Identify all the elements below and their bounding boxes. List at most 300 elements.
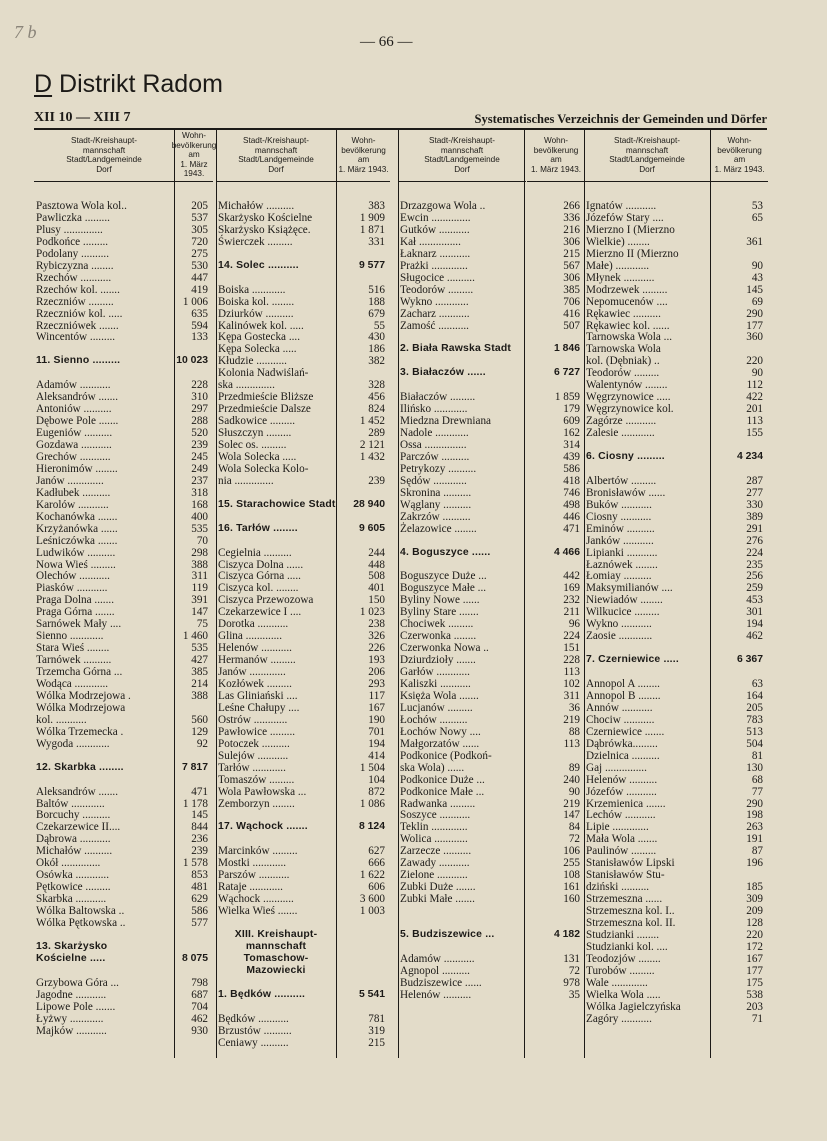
list-item <box>586 809 765 821</box>
list-item <box>36 439 210 451</box>
section-title: mannschaft <box>245 940 307 952</box>
place-name: Sienno ............ <box>36 630 104 643</box>
list-item <box>400 893 582 905</box>
place-name: Walentynów ........ <box>586 379 668 392</box>
place-name: Łochów .......... <box>400 713 468 726</box>
list-item <box>586 642 765 654</box>
section-title: 2. Biała Rawska Stadt <box>400 343 512 355</box>
list-item <box>586 666 765 678</box>
place-name: Helenów ........... <box>218 642 292 655</box>
population-value: 930 <box>191 1024 208 1037</box>
list-item <box>586 905 765 917</box>
population-value: 1 578 <box>182 857 208 870</box>
section-population: 6 727 <box>553 367 580 379</box>
place-name: Zagóry ........... <box>586 1012 652 1025</box>
population-value: 306 <box>563 235 580 248</box>
place-name: Borcuchy .......... <box>36 809 111 822</box>
list-item <box>586 606 765 618</box>
population-value: 239 <box>191 439 208 451</box>
list-item <box>36 260 210 272</box>
place-name: kol. ........... <box>36 713 87 726</box>
header-rule <box>34 108 767 130</box>
population-value: 306 <box>563 271 580 284</box>
list-item <box>218 403 387 415</box>
place-name: Podolany .......... <box>36 247 110 260</box>
list-item <box>586 272 765 284</box>
list-item <box>218 798 387 810</box>
list-item <box>36 714 210 726</box>
section-heading-row <box>586 654 765 666</box>
list-item <box>218 750 387 762</box>
place-name: Wola Solecka Kolo- <box>218 462 309 475</box>
place-name: Łochów Nowy .... <box>400 725 481 738</box>
section-population: 9 605 <box>358 522 385 534</box>
population-value: 112 <box>746 379 763 392</box>
list-item <box>586 559 765 571</box>
list-item <box>400 284 582 296</box>
place-name: Wólka Jagielczyńska <box>586 1000 681 1013</box>
place-name: Przedmieście Bliższe <box>218 391 314 404</box>
list-item <box>400 379 582 391</box>
section-heading-row <box>400 547 582 559</box>
place-name: Rzechów kol. ....... <box>36 283 120 296</box>
list-item <box>36 618 210 630</box>
population-value: 781 <box>368 1012 385 1025</box>
place-name: Małgorzatów ...... <box>400 737 480 750</box>
place-name: Las Gliniański .... <box>218 689 298 702</box>
place-name: Krzyżanówka ...... <box>36 522 118 535</box>
list-item <box>218 415 387 427</box>
list-item <box>36 905 210 917</box>
place-name: Tarnówek .......... <box>36 654 112 667</box>
list-item <box>400 690 582 702</box>
place-name: Potoczek .......... <box>218 737 290 750</box>
list-item <box>218 212 387 224</box>
population-value: 275 <box>191 247 208 260</box>
place-name: Prażki ............. <box>400 259 468 272</box>
population-value: 383 <box>368 200 385 212</box>
place-name: Leśniczówka ....... <box>36 534 118 547</box>
population-value: 1 504 <box>359 761 385 774</box>
population-value: 1 432 <box>359 450 385 463</box>
list-item <box>586 738 765 750</box>
population-value: 388 <box>191 689 208 702</box>
population-value: 145 <box>191 809 208 822</box>
section-heading-row <box>586 451 765 463</box>
place-name: Eugeniów .......... <box>36 427 113 440</box>
place-name: Rękawiec kol. ...... <box>586 319 670 332</box>
place-name: Kadłubek .......... <box>36 486 111 499</box>
section-title: 12. Skarbka ........ <box>36 761 124 773</box>
list-item <box>218 690 387 702</box>
section-title: Tomaschow- <box>243 952 309 964</box>
population-value: 635 <box>191 307 208 320</box>
place-name: Trzemcha Górna ... <box>36 666 123 679</box>
population-value: 145 <box>746 283 763 296</box>
list-item <box>36 284 210 296</box>
population-value: 746 <box>563 486 580 499</box>
place-name: Będków ........... <box>218 1012 289 1025</box>
population-value: 55 <box>373 319 385 332</box>
population-value: 508 <box>368 570 385 583</box>
list-item <box>400 881 582 893</box>
population-value: 215 <box>563 247 580 260</box>
list-item <box>218 714 387 726</box>
list-item <box>36 893 210 905</box>
list-item <box>36 666 210 678</box>
place-name: Słuszczyn ......... <box>218 427 292 440</box>
place-name: Piasków ........... <box>36 582 108 595</box>
population-value: 236 <box>191 833 208 846</box>
place-name: Wielkie) ........ <box>586 235 650 248</box>
place-name: Skarżysko Książęce. <box>218 223 311 236</box>
population-value: 439 <box>563 450 580 463</box>
population-value: 220 <box>746 928 763 941</box>
list-item <box>586 821 765 833</box>
list-item <box>400 415 582 427</box>
population-value: 206 <box>368 666 385 679</box>
population-value: 36 <box>568 701 580 714</box>
place-name: Dąbrowa ........... <box>36 833 111 846</box>
section-heading-row <box>218 953 387 965</box>
population-value: 177 <box>746 319 763 332</box>
population-value: 1 086 <box>359 797 385 810</box>
place-name: Annopol A ........ <box>586 678 660 690</box>
list-item <box>218 248 387 260</box>
list-item <box>586 415 765 427</box>
column-header-name: Stadt-/Kreishaupt- mannschaft Stadt/Landgemeinde Dorf <box>34 129 174 182</box>
population-value: 783 <box>746 713 763 726</box>
place-name: Glina ............. <box>218 630 283 643</box>
section-title: 16. Tarłów ........ <box>218 522 298 534</box>
population-value: 224 <box>746 546 763 559</box>
place-name: Krzemienica ....... <box>586 797 666 810</box>
list-item <box>400 224 582 236</box>
population-value: 1 622 <box>359 869 385 882</box>
place-name: Stara Wieś ........ <box>36 642 110 655</box>
population-value: 382 <box>368 355 385 368</box>
list-item <box>218 905 387 917</box>
population-value: 288 <box>191 415 208 428</box>
list-item <box>218 857 387 869</box>
place-name: Lucjanów ......... <box>400 701 473 714</box>
population-value: 430 <box>368 331 385 344</box>
list-item <box>586 786 765 798</box>
place-name: Zemborzyn ........ <box>218 797 295 810</box>
list-item <box>36 702 210 714</box>
place-name: Parczów .......... <box>400 450 470 463</box>
population-value: 238 <box>368 618 385 631</box>
section-population: 1 846 <box>553 343 580 355</box>
place-name: Węgrzynowice ..... <box>586 391 671 404</box>
list-item <box>36 594 210 606</box>
place-name: Strzemeszna kol. II. <box>586 917 676 929</box>
place-name: ska .............. <box>218 379 275 392</box>
population-value: 586 <box>191 905 208 918</box>
place-name: Rzeczniówek ....... <box>36 319 119 332</box>
place-name: Majków ........... <box>36 1024 107 1037</box>
list-item <box>218 1001 387 1013</box>
list-item <box>400 272 582 284</box>
population-value: 88 <box>568 725 580 738</box>
title-letter: D <box>34 70 53 98</box>
list-item <box>400 666 582 678</box>
place-name: Zubki Duże ....... <box>400 881 476 894</box>
list-item <box>586 403 765 415</box>
place-name: Praga Górna ....... <box>36 606 115 619</box>
population-value: 627 <box>368 845 385 858</box>
list-item <box>218 451 387 463</box>
list-item <box>36 845 210 857</box>
list-item <box>36 379 210 391</box>
population-value: 311 <box>563 689 580 702</box>
place-name: Paulinów ......... <box>586 845 657 858</box>
list-item <box>586 511 765 523</box>
place-name: Łyżwy ............ <box>36 1012 104 1025</box>
population-value: 453 <box>746 594 763 607</box>
place-name: Młynek ........... <box>586 271 655 284</box>
list-item <box>400 762 582 774</box>
population-value: 389 <box>746 510 763 523</box>
list-item <box>218 535 387 547</box>
place-name: Wolica ............ <box>400 833 468 846</box>
population-value: 84 <box>568 821 580 834</box>
population-value: 427 <box>191 654 208 667</box>
column-header-population: Wohn- bevölkerung am 1. März 1943. <box>527 129 585 182</box>
list-item <box>218 594 387 606</box>
list-item <box>586 953 765 965</box>
section-heading-row <box>36 355 210 367</box>
place-name: Teodozjów ........ <box>586 952 661 965</box>
place-name: Michałów .......... <box>218 200 295 212</box>
place-name: Wykno ............ <box>400 295 469 308</box>
population-value: 336 <box>563 211 580 224</box>
population-value: 1 859 <box>554 391 580 404</box>
population-value: 129 <box>191 725 208 738</box>
population-value: 186 <box>368 343 385 356</box>
list-item <box>400 726 582 738</box>
population-value: 185 <box>746 881 763 894</box>
list-item <box>218 809 387 821</box>
place-name: Podkonice Duże ... <box>400 773 485 786</box>
list-item <box>400 594 582 606</box>
place-name: Chociwek ......... <box>400 618 474 631</box>
population-value: 205 <box>746 701 763 714</box>
list-item <box>36 272 210 284</box>
list-item <box>586 535 765 547</box>
list-item <box>36 343 210 355</box>
list-item <box>586 702 765 714</box>
list-item <box>586 845 765 857</box>
list-item <box>218 439 387 451</box>
population-value: 418 <box>563 474 580 487</box>
list-item <box>36 965 210 977</box>
population-value: 1 006 <box>182 295 208 308</box>
list-item <box>586 391 765 403</box>
place-name: Jagodne ........... <box>36 988 107 1001</box>
place-name: Okół .............. <box>36 857 101 870</box>
list-item <box>586 343 765 355</box>
place-name: Studzianki kol. .... <box>586 940 668 953</box>
list-item <box>36 535 210 547</box>
place-name: Rzeczniów kol. ..... <box>36 307 123 320</box>
list-item <box>400 833 582 845</box>
place-name: Wólka Baltowska .. <box>36 905 125 918</box>
list-item <box>36 786 210 798</box>
place-name: Kał ............... <box>400 235 461 248</box>
list-item <box>36 678 210 690</box>
place-name: Wola Pawłowska ... <box>218 785 307 798</box>
population-value: 328 <box>368 379 385 392</box>
list-item <box>218 977 387 989</box>
list-item <box>586 248 765 260</box>
place-name: Ludwików .......... <box>36 546 116 559</box>
population-value: 35 <box>568 988 580 1001</box>
place-name: Czerwonka Nowa .. <box>400 642 489 655</box>
list-item <box>586 284 765 296</box>
population-value: 240 <box>563 773 580 786</box>
population-value: 147 <box>563 809 580 822</box>
place-name: Parszów ........... <box>218 869 290 882</box>
list-item <box>586 582 765 594</box>
population-value: 96 <box>568 618 580 631</box>
population-value: 586 <box>563 462 580 475</box>
place-name: Skronina .......... <box>400 486 472 499</box>
list-item <box>36 750 210 762</box>
place-name: Tarnowska Wola <box>586 343 661 356</box>
population-value: 117 <box>368 689 385 702</box>
population-value: 232 <box>563 594 580 607</box>
population-value: 245 <box>191 450 208 463</box>
place-name: Nowa Wieś ......... <box>36 558 116 571</box>
population-value: 844 <box>191 821 208 834</box>
list-item <box>36 463 210 475</box>
list-item <box>586 367 765 379</box>
list-item <box>400 475 582 487</box>
population-value: 666 <box>368 857 385 870</box>
population-value: 326 <box>368 630 385 643</box>
place-name: Lipie ............. <box>586 821 649 834</box>
place-name: Kępa Gostecka .... <box>218 331 301 344</box>
list-item <box>218 833 387 845</box>
population-value: 471 <box>191 785 208 798</box>
list-item <box>586 618 765 630</box>
column-header-name: Stadt-/Kreishaupt- mannschaft Stadt/Landgemeinde Dorf <box>216 129 336 182</box>
list-item <box>400 905 582 917</box>
population-value: 249 <box>191 462 208 475</box>
section-title: Mazowiecki <box>246 964 306 976</box>
list-item <box>36 1025 210 1037</box>
list-item <box>218 463 387 475</box>
place-name: Teklin ............. <box>400 821 468 834</box>
list-item <box>36 1013 210 1025</box>
population-value: 507 <box>563 319 580 332</box>
population-value: 537 <box>191 211 208 224</box>
list-item <box>36 296 210 308</box>
population-value: 228 <box>563 654 580 667</box>
place-name: Petrykozy .......... <box>400 462 477 475</box>
population-value: 535 <box>191 642 208 655</box>
list-item <box>218 296 387 308</box>
population-value: 560 <box>191 713 208 726</box>
place-name: Helenów .......... <box>586 773 658 786</box>
place-name: Pętkowice ......... <box>36 881 111 894</box>
place-name: Ilińsko ............ <box>400 403 468 416</box>
list-item <box>586 726 765 738</box>
list-item <box>586 331 765 343</box>
list-item <box>586 714 765 726</box>
place-name: dziński .......... <box>586 881 650 894</box>
place-name: Marcinków ......... <box>218 845 298 858</box>
place-name: Modrzewek ......... <box>586 283 668 296</box>
place-name: Białaczów ......... <box>400 391 476 404</box>
population-value: 172 <box>746 940 763 953</box>
population-value: 130 <box>746 761 763 774</box>
section-heading-row <box>400 343 582 355</box>
place-name: Wincentów ......... <box>36 331 116 344</box>
population-value: 203 <box>746 1000 763 1013</box>
list-item <box>36 726 210 738</box>
place-name: Rataje ............ <box>218 881 283 894</box>
population-value: 535 <box>191 522 208 535</box>
population-value: 361 <box>746 235 763 248</box>
population-value: 289 <box>368 427 385 440</box>
list-item <box>218 379 387 391</box>
list-item <box>36 487 210 499</box>
population-value: 388 <box>191 558 208 571</box>
list-item <box>586 833 765 845</box>
place-name: Michałów .......... <box>36 845 113 858</box>
list-item <box>218 786 387 798</box>
list-item <box>36 403 210 415</box>
list-item <box>400 331 582 343</box>
place-name: Gutków ........... <box>400 223 470 236</box>
place-name: Czerniewice ....... <box>586 725 665 738</box>
population-value: 90 <box>751 259 763 272</box>
section-heading-row <box>218 965 387 977</box>
place-name: Cegielnia .......... <box>218 546 292 559</box>
list-item <box>218 762 387 774</box>
list-item <box>400 296 582 308</box>
list-item <box>586 594 765 606</box>
list-item <box>36 236 210 248</box>
list-item <box>400 702 582 714</box>
list-item <box>400 582 582 594</box>
population-value: 385 <box>563 283 580 296</box>
list-item <box>218 845 387 857</box>
list-item <box>218 606 387 618</box>
population-value: 164 <box>746 689 763 702</box>
population-value: 530 <box>191 259 208 272</box>
population-value: 577 <box>191 917 208 929</box>
place-name: Gozdawa ........... <box>36 439 112 451</box>
list-item <box>218 475 387 487</box>
population-value: 87 <box>751 845 763 858</box>
list-item <box>218 272 387 284</box>
population-value: 1 460 <box>182 630 208 643</box>
place-name: Strzemeszna kol. I.. <box>586 905 675 918</box>
list-item <box>400 499 582 511</box>
place-name: Tarnowska Wola ... <box>586 331 673 344</box>
list-item <box>400 714 582 726</box>
list-item <box>36 774 210 786</box>
section-heading-row <box>218 260 387 272</box>
list-item <box>586 463 765 475</box>
place-name: Wólka Modrzejowa . <box>36 689 131 702</box>
population-value: 824 <box>368 403 385 416</box>
population-value: 422 <box>746 391 763 404</box>
population-value: 196 <box>746 857 763 870</box>
